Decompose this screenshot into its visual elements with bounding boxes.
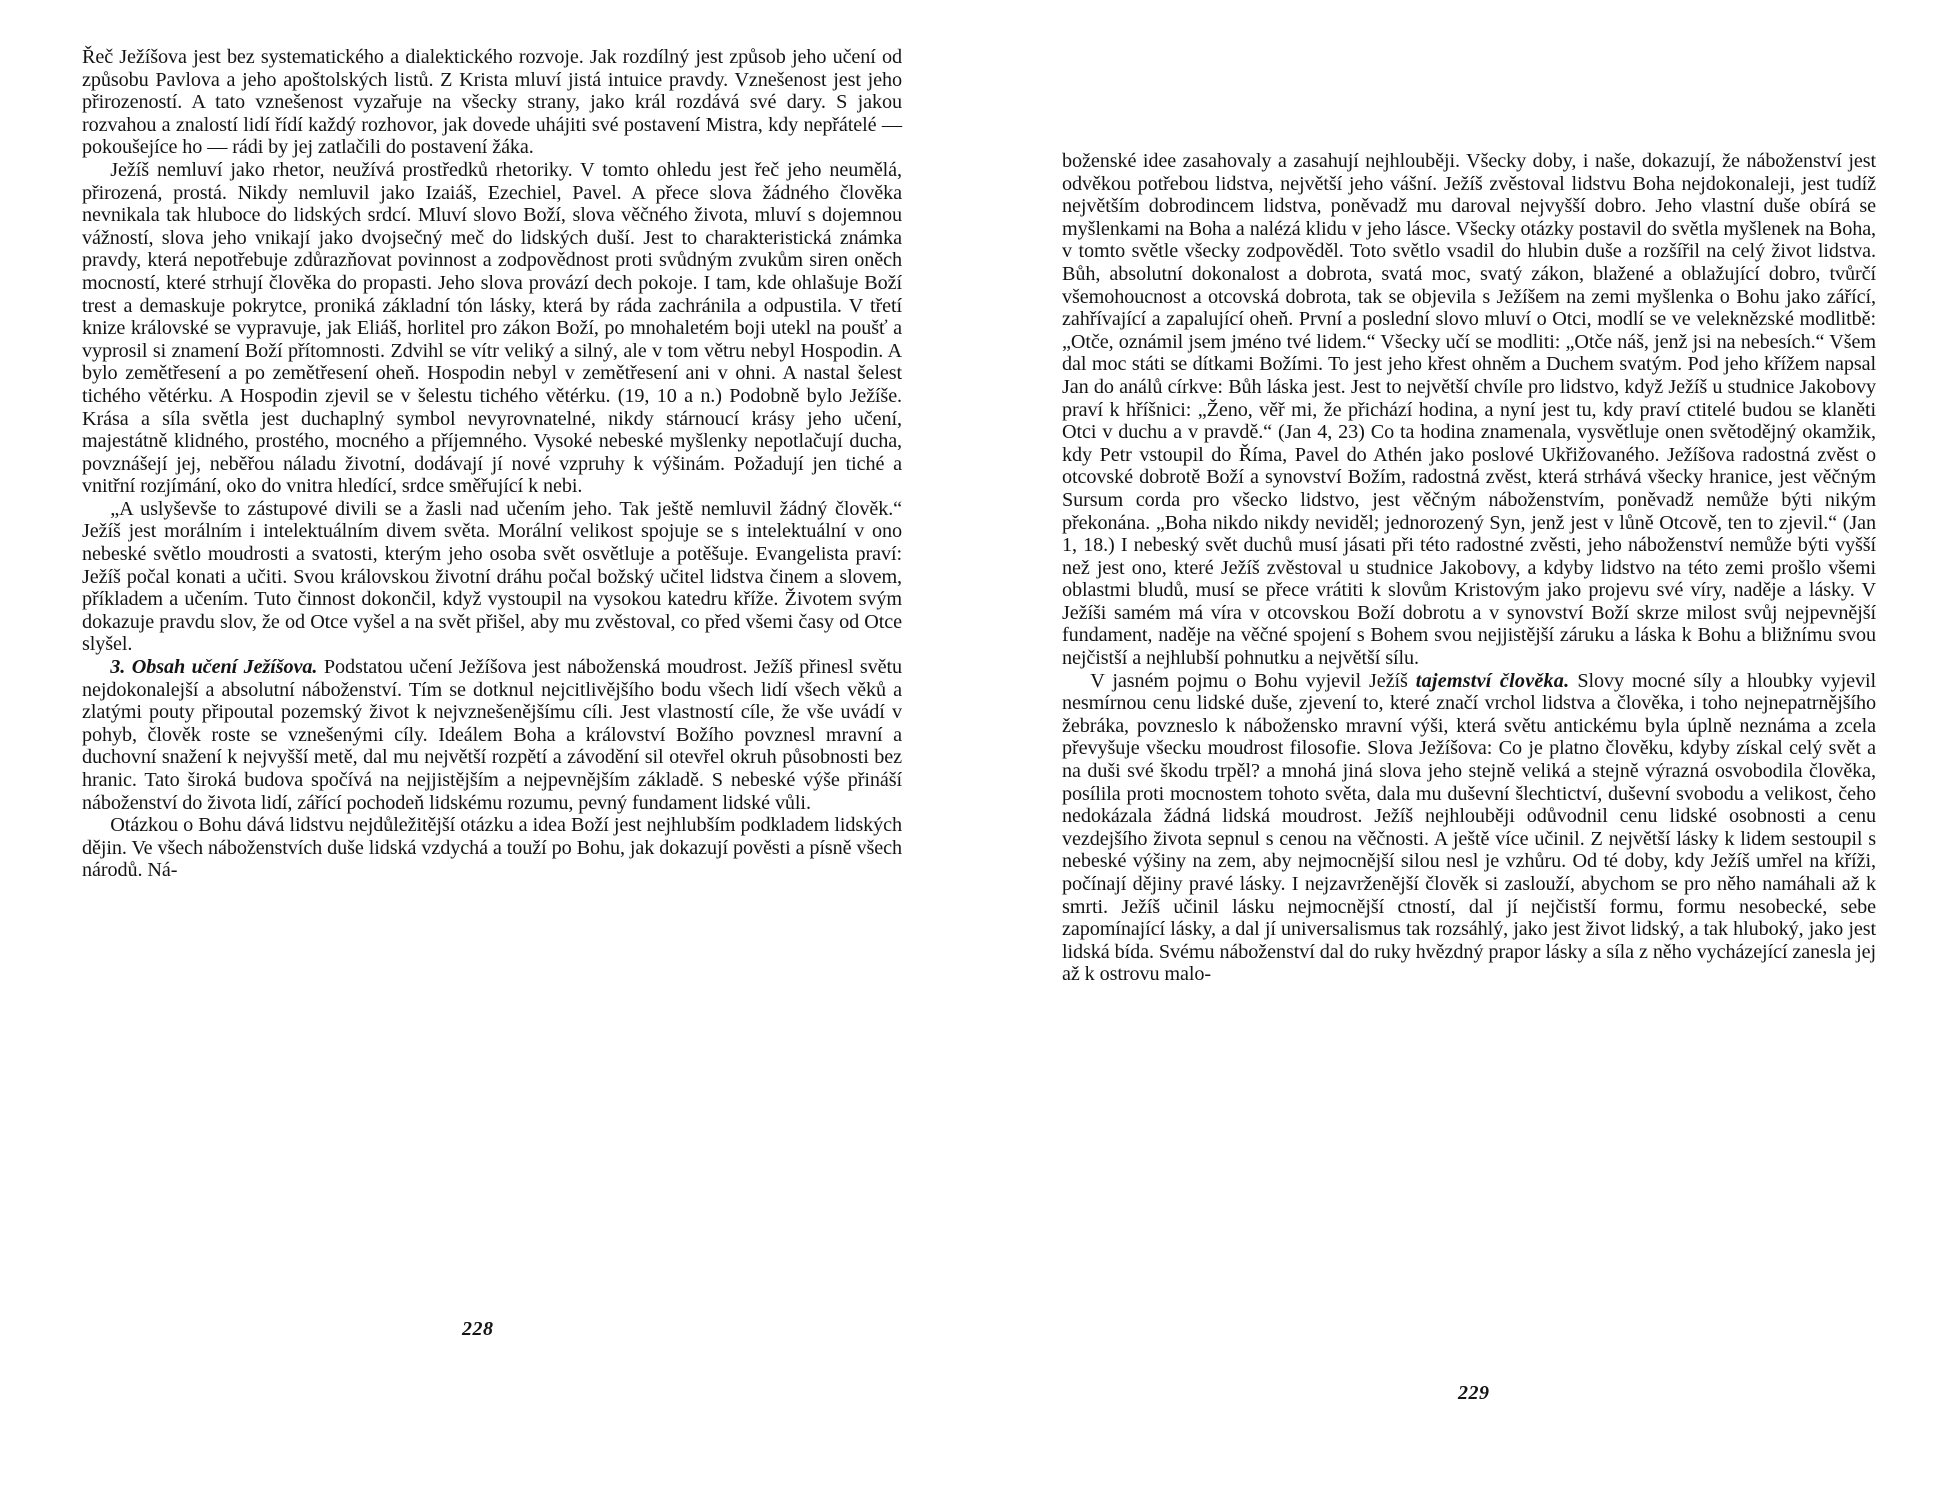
- section-heading: 3. Obsah učení Ježíšova.: [110, 656, 318, 679]
- paragraph-rest: Slovy mocné síly a hloubky vyjevil nesmírnou cenu lidské duše, zjevení to, které značí vrchol lidstva a člověka, i toho nejnepatrnějšího žebráka, povzneslo k náboženskо mravní výši, která světu antickému byla úplně neznáma a zcela převyšuje všecku moudrost filosofie. Slova Ježíšova: Co je platno člověku, kdyby získal celý svět a na duši své škodu trpěl? a mnohá jiná slova jeho stejně veliká a stejně výrazná osvobodila člověka, posílila proti mocnostem tohoto světa, dala mu duševní šlechtictví, duševní svobodu a velikost, čeho nedokázala žádná lidská moudrost. Ježíš nejhlouběji odůvodnil cenu lidské osobnosti a cenu vezdejšího života sepnul s cenou na věčnosti. A ještě více učinil. Z největší lásky k lidem sestoupil s nebeské výšiny na zem, aby nejmocnější silou nesl je vzhůru. Od té doby, kdy Ježíš umřel na kříži, počínají dějiny pravé lásky. I nejzavrženější člověk si zaslouží, abychom se pro něho namáhali až k smrti. Ježíš učinil lásku nejmocnější ctností, dal jí nejčistší formu, formu nesobecké, sebe zapomínající lásky, a dal jí universalismus tak rozsáhlý, jako jest život lidský, a tak hluboký, jako jest lidská bída. Svému náboženství dal do ruky hvězdný prapor lásky a síla z něho vycházející zanesla jej až k ostrovu malo-: [1062, 669, 1876, 986]
- paragraph-lead: V jasném pojmu o Bohu vyjevil Ježíš: [1090, 669, 1416, 692]
- section-text: Podstatou učení Ježíšova jest náboženská moudrost. Ježíš přinesl světu nejdokonalejší a absolutní náboženství. Tím se dotknul nejcitlivějšího bodu všech lidí všech věků a zlatými pouty připoutal pozemský život k nejvznešenějšímu cíli. Jest vlastností cíle, že vše uvádí v pohyb, člověk roste se vznešenými cíly. Ideálem Boha a království Božího povznesl mravní a duchovní snažení k nejvyšší metě, dal mu největší rozpětí a závodění sil otevřel okruh působnosti bez hranic. Tato široká budova spočívá na nejjistějším a nejpevnějším základě. S nebeské výše přináší náboženství do života lidí, zářící pochodeň lidskému rozumu, pevný fundament lidské vůli.: [82, 656, 902, 814]
- paragraph: [1062, 670, 1876, 986]
- paragraph: Otázkou o Bohu dává lidstvu nejdůležitější otázku a idea Boží jest nejhlubším podkladem lidských dějin. Ve všech náboženstvích duše lidská vzdychá a touží po Bohu, jak dokazují pověsti a písně všech národů. Ná-: [82, 814, 902, 882]
- emphasized-phrase: tajemství člověka.: [1415, 669, 1570, 692]
- paragraph: „A uslyševše to zástupové divili se a žasli nad učením jeho. Tak ještě nemluvil žádný člověk.“ Ježíš jest morálním i intelektuálním divem světa. Morální velikost spojuje se s intelektuální v ono nebeské světlo moudrosti a svatosti, kterým jeho osoba svět osvětluje a potěšuje. Evangelista praví: Ježíš počal konati a učiti. Svou královskou životní dráhu počal božský učitel lidstva činem a slovem, příkladem a učením. Tuto činnost dokončil, když vystoupil na vysokou katedru kříže. Životem svým dokazuje pravdu slov, že od Otce vyšel a na svět přišel, aby mu zvěstoval, co před všemi časy od Otce slyšel.: [82, 497, 902, 656]
- left-page: [82, 46, 902, 882]
- paragraph: Řeč Ježíšova jest bez systematického a dialektického rozvoje. Jak rozdílný jest způsob jeho učení od způsobu Pavlova a jeho apoštolských listů. Z Krista mluví jistá intuice pravdy. Vznešenost jest jeho přirozeností. A tato vznešenost vyzařuje na všecky strany, jako král rozdává své dary. S jakou rozvahou a znalostí lidí řídí každý rozhovor, jak dovede uhájiti své postavení Mistra, kdy nepřátelé — pokoušejíce ho — rádi by jej zatlačili do postavení žáka.: [82, 46, 902, 159]
- paragraph: Ježíš nemluví jako rhetor, neužívá prostředků rhetoriky. V tomto ohledu jest řeč jeho neumělá, přirozená, prostá. Nikdy nemluvil jako Izaiáš, Ezechiel, Pavel. A přece slova žádného člověka nevnikala tak hluboce do lidských srdcí. Mluví slovo Boží, slova věčného života, mluví s dojemnou vážností, slova jeho vnikají jako dvojsečný meč do lidských duší. Jest to charakteristická známka pravdy, která nepotřebuje zdůrazňovat povinnost a zodpovědnost proti svůdným zvukům siren oněch mocností, které strhují člověka do propasti. Jeho slova provází dech pokoje. I tam, kde ohlašuje Boží trest a demaskuje pokrytce, proniká základní tón lásky, která by ráda zachránila a odpustila. V třetí knize královské se vypravuje, jak Eliáš, horlitel pro zákon Boží, po mnohaletém boji utekl na poušť a vyprosil si znamení Boží přítomnosti. Zdvihl se vítr veliký a silný, ale v tom větru nebyl Hospodin. A bylo zemětřesení a po zemětřesení oheň. Hospodin nebyl v zemětřesení ani v ohni. A nastal šelest tichého větérku. A Hospodin zjevil se v šelestu tichého větérku. (19, 10 a n.) Podobně bylo Ježíše. Krása a síla světla jest duchaplný symbol nevyrovnatelné, nikdy stárnoucí krásy jeho učení, majestátně klidného, prostého, mocného a příjemného. Vysoké nebeské myšlenky nepotlačují ducha, povznášejí jej, neběřou náladu životní, dodávají jí nové vzpruhy k výšinám. Požadují jen tiché a vnitřní rozjímání, oko do vnitra hledící, srdce směřující k nebi.: [82, 158, 902, 498]
- page-number: 229: [1458, 1382, 1490, 1404]
- section-paragraph: [82, 656, 902, 814]
- right-page: [1062, 150, 1876, 986]
- paragraph: boženské idee zasahovaly a zasahují nejhlouběji. Všecky doby, i naše, dokazují, že náboženství jest odvěkou potřebou lidstva, největší jeho vášní. Ježíš zvěstoval lidstvu Boha nejdokonaleji, jest tudíž největším dobrodincem lidstva, poněvadž mu daroval nejvyšší dobro. Jeho vlastní duše obírá se myšlenkami na Boha a nalézá klidu v jeho lásce. Všecky otázky postavil do světla myšlenek na Boha, v tomto světle všecky zodpověděl. Toto světlo vsadil do hlubin duše a rozšířil na celý život lidstva. Bůh, absolutní dokonalost a dobrota, svatá moc, svatý zákon, blažené a oblažující dobro, tvůrčí všemohoucnost a otcovská dobrota, tak se objevila s Ježíšem na zemi myšlenka o Bohu jako zářící, zahřívající a zapalující oheň. První a poslední slovo mluví o Otci, modlí se ve veleknězské modlitbě: „Otče, oznámil jsem jméno tvé lidem.“ Všecky učí se modliti: „Otče náš, jenž jsi na nebesích.“ Všem dal moc státi se dítkami Božími. To jest jeho křest ohněm a Duchem svatým. Pod jeho křížem napsal Jan do análů církve: Bůh láska jest. Jest to největší chvíle pro lidstvo, když Ježíš u studnice Jakobovy praví k hříšnici: „Ženo, věř mi, že přichází hodina, a nyní jest tu, kdy praví ctitelé budou se klaněti Otci v duchu a v pravdě.“ (Jan 4, 23) Co ta hodina znamenala, vysvětluje onen světodějný okamžik, kdy Petr vstoupil do Říma, Pavel do Athén jako poslové Ukřižovaného. Ježíšova radostná zvěst o otcovské dobrotě Boží a synovství Božím, radostná zvěst, která strhává všecky hranice, jest věčným Sursum corda pro všecko lidstvo, jest věčným náboženstvím, poněvadž nemůže býti nikým překonána. „Boha nikdo nikdy neviděl; jednorozený Syn, jenž jest v lůně Otcově, ten to zjevil.“ (Jan 1, 18.) I nebeský svět duchů musí jásati při této radostné zvěsti, jeho náboženství nemůže býti vyšší než jest ono, které Ježíš zvěstoval u studnice Jakobovy, a kdyby lidstvo na této zemi prošlo všemi oblastmi bludů, musí se přece vrátiti k slovům Kristovým jako projevu své víry, naděje a lásky. V Ježíši samém má víra v otcovskou Boží dobrotu a v synovství Boží skrze milost svůj nejpevnější fundament, naděje na věčné spojení s Bohem svou nejjistější záruku a láska k Bohu a bližnímu svou nejčistší a nejhlubší pohnutku a největší sílu.: [1062, 150, 1876, 670]
- page-number: 228: [462, 1318, 494, 1340]
